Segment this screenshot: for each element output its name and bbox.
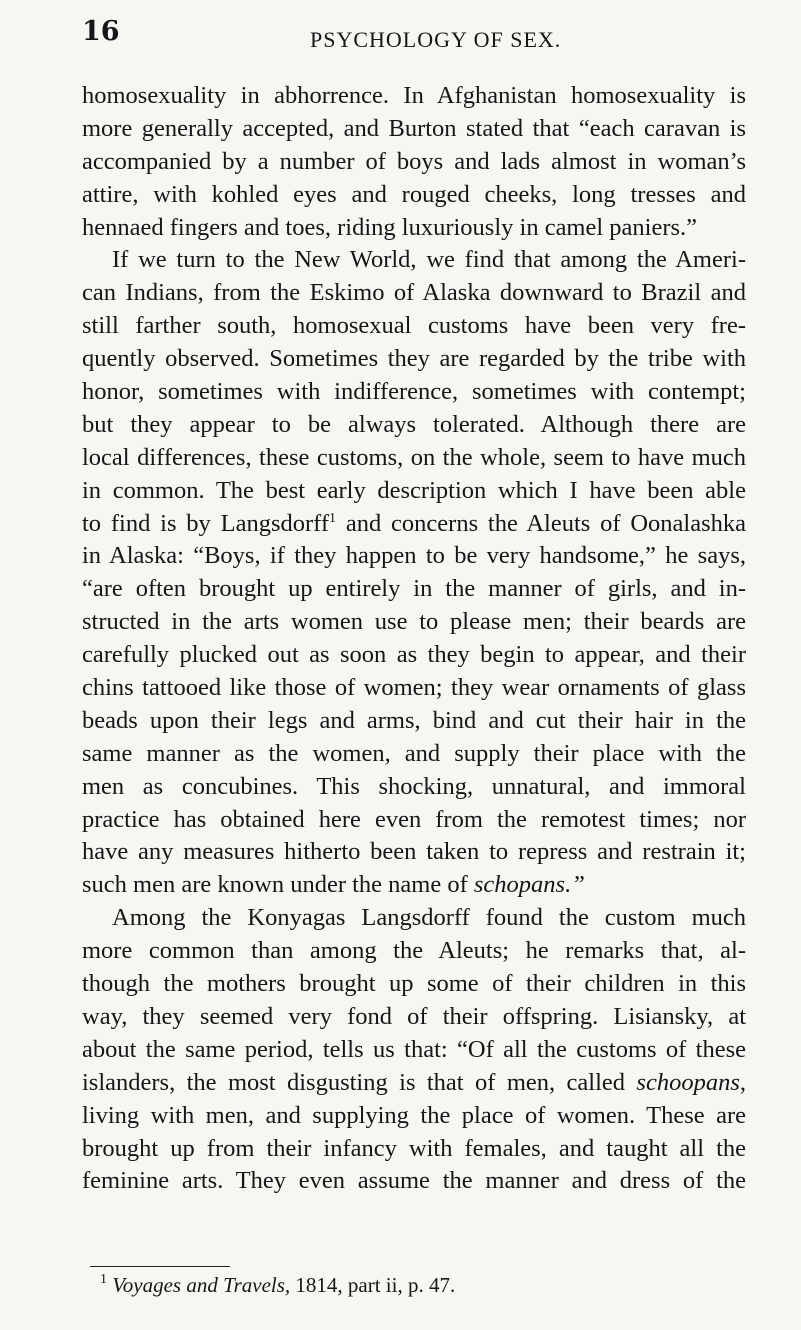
text-line: homosexuality in abhorrence. In Afghanistan homosexuality is bbox=[82, 82, 746, 109]
text-line: more common than among the Aleuts; he remarks that, al- bbox=[82, 937, 746, 965]
text-line: though the mothers brought up some of their children in this bbox=[82, 970, 746, 998]
text-line bbox=[82, 869, 746, 902]
text-fragment: islanders, the most disgusting is that of men, called bbox=[82, 1068, 637, 1096]
text-line: carefully plucked out as soon as they begin to appear, and their bbox=[82, 641, 746, 669]
text-line: chins tattooed like those of women; they wear ornaments of glass bbox=[82, 674, 746, 702]
text-line: structed in the arts women use to please men; their beards are bbox=[82, 608, 746, 636]
text-line: practice has obtained here even from the remotest times; nor bbox=[82, 805, 746, 833]
text-line: men as concubines. This shocking, unnatural, and immoral bbox=[82, 772, 746, 800]
text-line: Among the Konyagas Langsdorff found the custom much bbox=[112, 904, 746, 932]
text-line: way, they seemed very fond of their offspring. Lisiansky, at bbox=[82, 1002, 746, 1030]
text-line: brought up from their infancy with females, and taught all the bbox=[82, 1134, 746, 1162]
text-line: quently observed. Sometimes they are regarded by the tribe with bbox=[82, 345, 746, 373]
text-line: same manner as the women, and supply their place with the bbox=[82, 739, 746, 767]
footnote bbox=[100, 1271, 455, 1299]
text-line: If we turn to the New World, we find that among the Ameri- bbox=[112, 246, 746, 274]
footnote-divider bbox=[90, 1266, 230, 1267]
text-line: honor, sometimes with indifference, sometimes with contempt; bbox=[82, 378, 746, 406]
text-line: more generally accepted, and Burton stated that “each caravan is bbox=[82, 114, 746, 142]
text-line: local differences, these customs, on the whole, seem to have much bbox=[82, 443, 746, 471]
text-line: in Alaska: “Boys, if they happen to be very handsome,” he says, bbox=[82, 542, 746, 570]
text-line: feminine arts. They even assume the manner and dress of the bbox=[82, 1167, 746, 1195]
text-fragment: to find is by Langsdorff bbox=[82, 509, 330, 537]
text-line: in common. The best early description which I have been able bbox=[82, 476, 746, 504]
text-fragment: such men are known under the name of bbox=[82, 871, 474, 899]
text-line: about the same period, tells us that: “Of all the customs of these bbox=[82, 1035, 746, 1063]
footnote-marker: 1 bbox=[100, 1272, 107, 1287]
italic-term: schopans.” bbox=[473, 871, 585, 899]
text-line: accompanied by a number of boys and lads almost in woman’s bbox=[82, 147, 746, 175]
text-line bbox=[82, 1067, 746, 1100]
text-line: beads upon their legs and arms, bind and cut their hair in the bbox=[82, 706, 746, 734]
footnote-title: Voyages and Travels, bbox=[112, 1273, 291, 1297]
body-text bbox=[82, 80, 746, 1198]
text-line: can Indians, from the Eskimo of Alaska downward to Brazil and bbox=[82, 279, 746, 307]
footnote-reference: 1 bbox=[329, 510, 337, 526]
text-line: attire, with kohled eyes and rouged cheeks, long tresses and bbox=[82, 180, 746, 208]
text-line bbox=[82, 508, 746, 541]
text-line: have any measures hitherto been taken to repress and restrain it; bbox=[82, 838, 746, 866]
page-header bbox=[82, 12, 746, 52]
running-head: PSYCHOLOGY OF SEX. bbox=[310, 27, 562, 52]
text-line: “are often brought up entirely in the manner of girls, and in- bbox=[82, 575, 746, 603]
text-line: but they appear to be always tolerated. Although there are bbox=[82, 410, 746, 438]
text-line: hennaed fingers and toes, riding luxuriously in camel paniers.” bbox=[82, 213, 698, 241]
text-fragment: and concerns the Aleuts of Oonalashka bbox=[336, 509, 746, 537]
italic-term: schoopans, bbox=[636, 1068, 746, 1096]
text-line: living with men, and supplying the place of women. These are bbox=[82, 1101, 746, 1129]
footnote-text: 1814, part ii, p. 47. bbox=[290, 1273, 456, 1297]
page-number: 16 bbox=[82, 16, 120, 47]
text-line: still farther south, homosexual customs have been very fre- bbox=[82, 312, 746, 340]
